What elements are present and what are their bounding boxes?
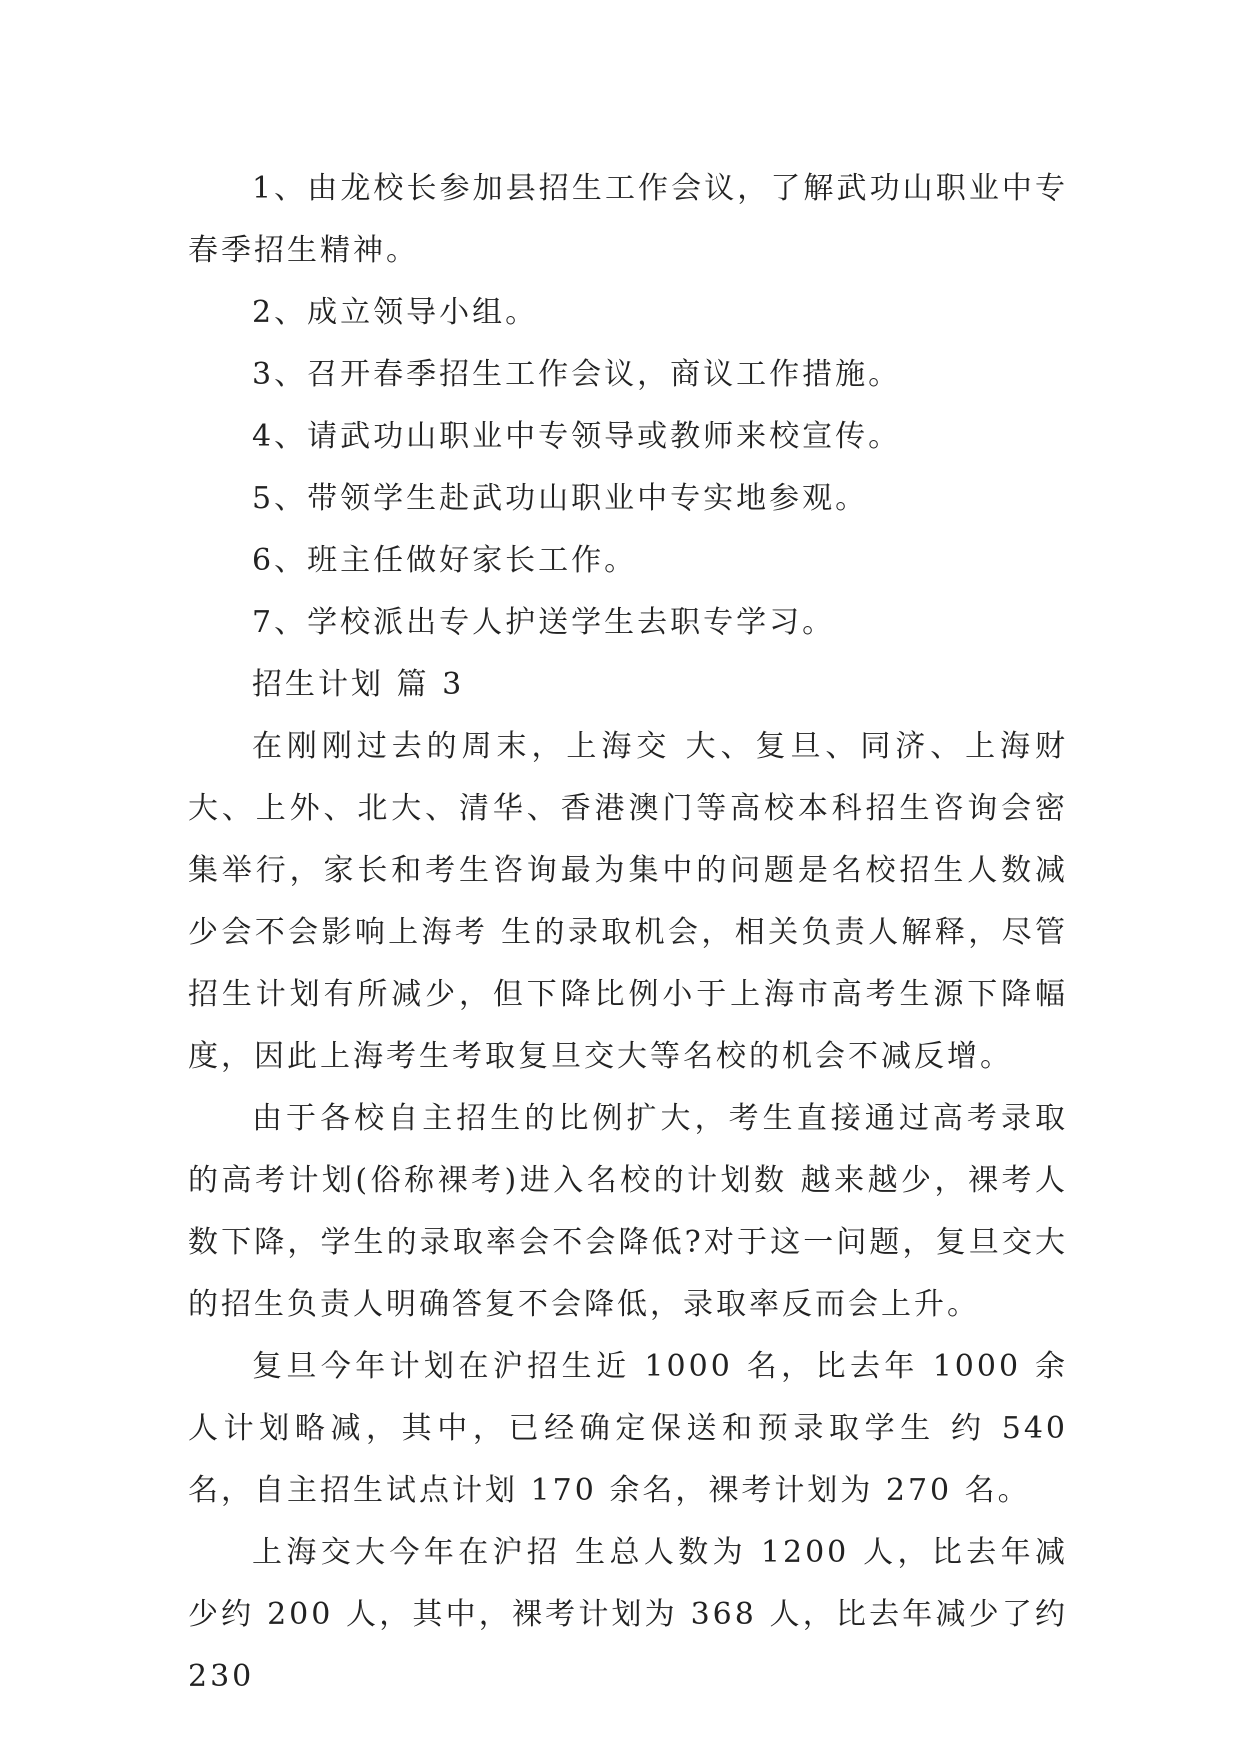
- body-paragraph-2: 由于各校自主招生的比例扩大，考生直接通过高考录取的高考计划(俗称裸考)进入名校的计划数 越来越少，裸考人数下降，学生的录取率会不会降低?对于这一问题，复旦交大的招生负责人明确答复不会降低，录取率反而会上升。: [188, 1101, 1068, 1322]
- paragraph-item-6: 6、班主任做好家长工作。: [252, 543, 638, 578]
- paragraph-item-2: 2、成立领导小组。: [252, 295, 539, 330]
- body-paragraph-3: 复旦今年计划在沪招生近 1000 名，比去年 1000 余人计划略减，其中，已经确定保送和预录取学生 约 540 名，自主招生试点计划 170 余名，裸考计划为 270 名。: [188, 1349, 1068, 1508]
- paragraph-item-3: 3、召开春季招生工作会议，商议工作措施。: [252, 357, 902, 392]
- paragraph-item-7: 7、学校派出专人护送学生去职专学习。: [252, 605, 836, 640]
- body-paragraph-4: 上海交大今年在沪招 生总人数为 1200 人，比去年减少约 200 人，其中，裸考计划为 368 人，比去年减少了约 230: [188, 1535, 1068, 1694]
- paragraph-item-4: 4、请武功山职业中专领导或教师来校宣传。: [252, 419, 902, 454]
- document-body: [188, 158, 1068, 1708]
- body-paragraph-1: 在刚刚过去的周末，上海交 大、复旦、同济、上海财大、上外、北大、清华、香港澳门等高校本科招生咨询会密集举行，家长和考生咨询最为集中的问题是名校招生人数减少会不会影响上海考 生的录取机会，相关负责人解释，尽管招生计划有所减少，但下降比例小于上海市高考生源下降幅度，因此上海考生考取复旦交大等名校的机会不减反增。: [188, 729, 1068, 1074]
- paragraph-item-5: 5、带领学生赴武功山职业中专实地参观。: [252, 481, 869, 516]
- paragraph-item-1: 1、由龙校长参加县招生工作会议，了解武功山职业中专春季招生精神。: [188, 171, 1068, 268]
- section-heading: 招生计划 篇 3: [252, 667, 465, 702]
